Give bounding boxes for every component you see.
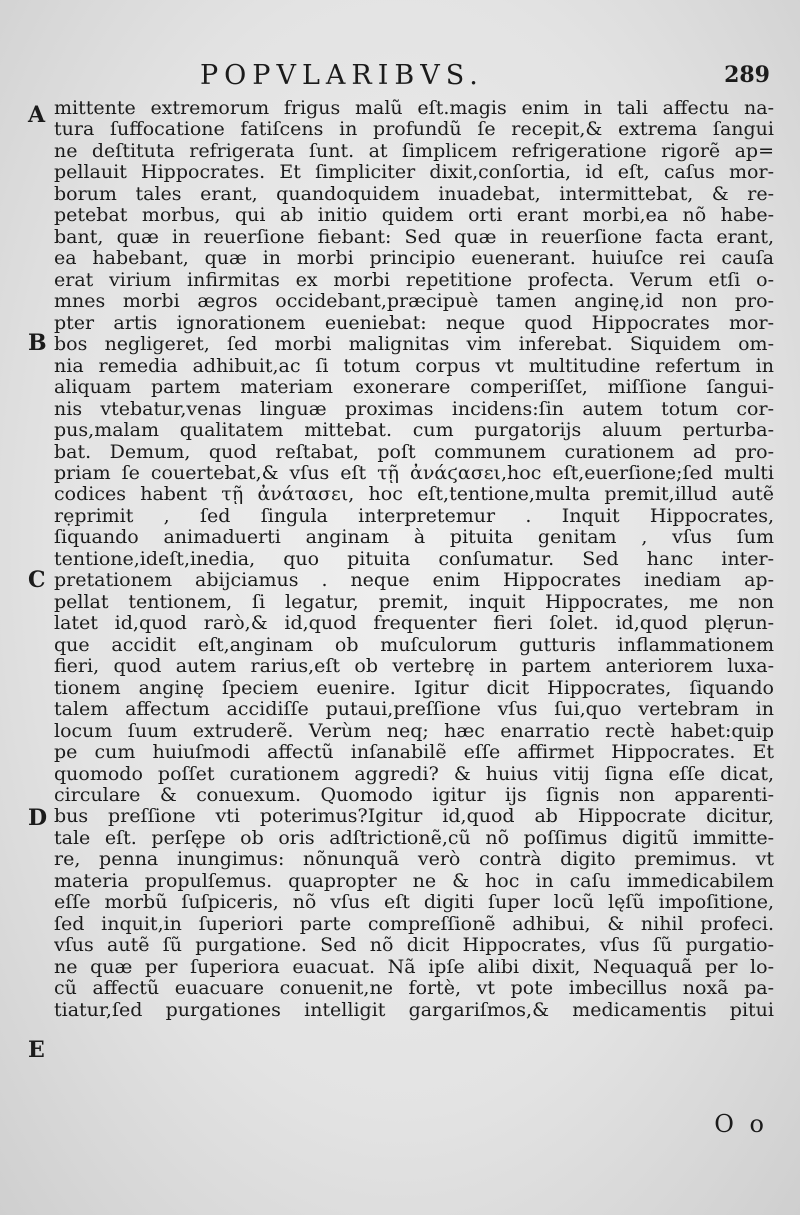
text-line: mnes morbi ægros occidebant,præcipuè tamen anginę,id non pro- bbox=[54, 291, 774, 313]
text-line: quomodo poſſet curationem aggredi? & huius vitij ſigna eſſe dicat, bbox=[54, 763, 774, 785]
text-line: talem affectum accidiſſe putaui,preſſione vſus ſui,quo vertebram in bbox=[54, 699, 774, 721]
text-line: cũ affectũ euacuare conuenit,ne fortè, vt pote imbecillus noxã pa- bbox=[54, 978, 774, 1000]
text-line: tiatur,ſed purgationes intelligit gargariſmos,& medicamentis pitui bbox=[54, 999, 774, 1021]
page-header bbox=[0, 60, 800, 100]
text-line: tentione,ideſt,inedia, quo pituita conſumatur. Sed hanc inter- bbox=[54, 548, 774, 570]
text-line: locum ſuum extruderẽ. Verùm neq; hæc enarratio rectè habet:quip bbox=[54, 720, 774, 742]
text-line: petebat morbus, qui ab initio quidem orti erant morbi,ea nõ habe- bbox=[54, 205, 774, 227]
text-line: bat. Demum, quod reſtabat, poſt communem curationem ad pro- bbox=[54, 441, 774, 463]
text-line: ſed inquit,in ſuperiori parte compreſſionẽ adhibui, & nihil profeci. bbox=[54, 913, 774, 935]
text-line: circulare & conuexum. Quomodo igitur ijs ſignis non apparenti- bbox=[54, 785, 774, 806]
text-line: pe cum huiuſmodi affectũ inſanabilẽ eſſe affirmet Hippocrates. Et bbox=[54, 742, 774, 764]
text-line: pellat tentionem, ſi legatur, premit, inquit Hippocrates, me non bbox=[54, 591, 774, 613]
text-line: ea habebant, quæ in morbi principio euenerant. huiuſce rei cauſa bbox=[54, 248, 774, 270]
text-line: priam ſe couertebat,& vſus eſt τῇ ἀνάϛασει,hoc eſt,euerſione;ſed multi bbox=[54, 462, 774, 484]
text-line: ne quæ per ſuperiora euacuat. Nã ipſe alibi dixit, Nequaquã per lo- bbox=[54, 956, 774, 978]
text-line: bus preſſione vti poterimus?Igitur id,quod ab Hippocrate dicitur, bbox=[54, 806, 774, 828]
text-line: ne deſtituta refrigerata ſunt. at ſimplicem refrigeratione rigorẽ ap= bbox=[54, 140, 774, 162]
text-line: pretationem abijciamus . neque enim Hippocrates inediam ap- bbox=[54, 570, 774, 592]
text-line: tura ſuffocatione fatiſcens in profundũ ſe recepit,& extrema ſangui bbox=[54, 119, 774, 141]
text-line: bos negligeret, ſed morbi malignitas vim inferebat. Siquidem om- bbox=[54, 334, 774, 356]
body-text bbox=[54, 98, 774, 1021]
text-line: que accidit eſt,anginam ob muſculorum gutturis inflammationem bbox=[54, 634, 774, 656]
text-line: re, penna inungimus: nõnunquã verò contrà digito premimus. vt bbox=[54, 849, 774, 871]
margin-letter-e: E bbox=[28, 1037, 45, 1063]
text-line: pter artis ignorationem eueniebat: neque quod Hippocrates mor- bbox=[54, 312, 774, 334]
text-line: nis vtebatur,venas linguæ proximas incidens:ſin autem totum cor- bbox=[54, 398, 774, 420]
margin-letter-d: D bbox=[28, 805, 48, 831]
text-line: erat virium infirmitas ex morbi repetitione profecta. Verum etſi o- bbox=[54, 269, 774, 291]
text-line: rẹprimit , ſed ſingula interpretemur . Inquit Hippocrates, bbox=[54, 505, 774, 527]
text-line: vſus autẽ ſũ purgatione. Sed nõ dicit Hippocrates, vſus ſũ purgatio- bbox=[54, 935, 774, 957]
text-line: ſiquando animaduerti anginam à pituita genitam , vſus ſum bbox=[54, 527, 774, 549]
margin-letter-a: A bbox=[28, 102, 46, 128]
catchword: O o bbox=[714, 1110, 768, 1138]
text-line: latet id,quod rarò,& id,quod frequenter fieri ſolet. id,quod plęrun- bbox=[54, 613, 774, 635]
text-line: aliquam partem materiam exonerare comperiſſet, miſſione ſangui- bbox=[54, 377, 774, 399]
margin-letter-b: B bbox=[28, 330, 47, 356]
margin-letter-c: C bbox=[28, 567, 46, 593]
text-line: tale eſt. perſępe ob oris adſtrictionẽ,cũ nõ poſſimus digitũ immitte- bbox=[54, 827, 774, 849]
text-line: tionem anginę ſpeciem euenire. Igitur dicit Hippocrates, ſiquando bbox=[54, 677, 774, 699]
text-line: fieri, quod autem rarius,eſt ob vertebrę in partem anteriorem luxa- bbox=[54, 656, 774, 678]
text-line: mittente extremorum frigus malũ eſt.magis enim in tali affectu na- bbox=[54, 98, 774, 119]
text-line: borum tales erant, quandoquidem inuadebat, intermittebat, & re- bbox=[54, 183, 774, 205]
text-line: pus,malam qualitatem mittebat. cum purgatorijs aluum perturba- bbox=[54, 420, 774, 442]
running-title: POPVLARIBVS. bbox=[200, 60, 484, 91]
page-number: 289 bbox=[724, 62, 770, 88]
text-line: codices habent τῇ ἀνάτασει, hoc eſt,tentione,multa premit,illud autẽ bbox=[54, 484, 774, 506]
text-line: bant, quæ in reuerſione fiebant: Sed quæ in reuerſione facta erant, bbox=[54, 226, 774, 248]
text-line: nia remedia adhibuit,ac ſi totum corpus vt multitudine refertum in bbox=[54, 355, 774, 377]
text-line: eſſe morbũ ſuſpiceris, nõ vſus eſt digiti ſuper locũ lęſũ impoſitione, bbox=[54, 892, 774, 914]
text-line: materia propulſemus. quapropter ne & hoc in caſu immedicabilem bbox=[54, 870, 774, 892]
text-line: pellauit Hippocrates. Et ſimpliciter dixit,conſortia, id eſt, caſus mor- bbox=[54, 162, 774, 184]
